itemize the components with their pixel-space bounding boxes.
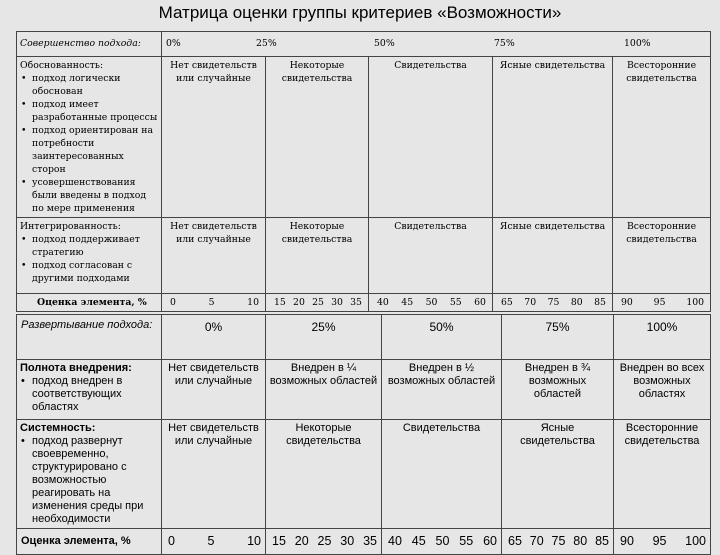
criterion-title: Обоснованность: xyxy=(20,60,104,71)
percent-label: 0% xyxy=(166,38,181,49)
criterion-cell xyxy=(17,218,162,294)
level-cell: Ясные свидетельства xyxy=(502,420,614,529)
criterion-bullet: • подход логически обоснован xyxy=(32,72,158,98)
score-group xyxy=(502,529,614,555)
score-value[interactable]: 95 xyxy=(653,297,666,308)
score-value[interactable]: 85 xyxy=(595,534,609,548)
score-value[interactable]: 30 xyxy=(340,534,355,548)
level-cell: Внедрен в ¼ возможных областей xyxy=(266,360,382,420)
criterion-cell xyxy=(17,360,162,420)
percent-label: 100% xyxy=(624,38,651,49)
score-value[interactable]: 0 xyxy=(168,534,175,548)
score-value[interactable]: 35 xyxy=(350,297,362,308)
score-group xyxy=(493,294,613,312)
score-value[interactable]: 80 xyxy=(570,297,583,308)
criterion-cell xyxy=(17,420,162,529)
level-cell: Ясные свидетельства xyxy=(493,218,613,294)
score-value[interactable]: 80 xyxy=(573,534,588,548)
score-value[interactable]: 55 xyxy=(449,297,462,308)
criterion-bullet: • подход имеет разработанные процессы xyxy=(32,98,158,124)
score-value[interactable]: 55 xyxy=(459,534,474,548)
score-value[interactable]: 5 xyxy=(207,534,215,548)
score-value[interactable]: 30 xyxy=(331,297,343,308)
level-cell: Свидетельства xyxy=(369,218,493,294)
score-value[interactable]: 60 xyxy=(474,297,486,308)
score-value[interactable]: 75 xyxy=(551,534,566,548)
level-cell: Некоторые свидетельства xyxy=(266,420,382,529)
score-value[interactable]: 20 xyxy=(293,297,305,308)
score-value[interactable]: 60 xyxy=(483,534,497,548)
score-value[interactable]: 90 xyxy=(621,297,633,308)
score-group xyxy=(613,294,711,312)
score-value[interactable]: 5 xyxy=(208,297,215,308)
level-cell: Свидетельства xyxy=(369,57,493,218)
approach-excellence-table xyxy=(16,31,711,312)
score-group xyxy=(266,529,382,555)
criterion-cell xyxy=(17,57,162,218)
criterion-bullet: • усовершенствования были введены в подход по мере применения xyxy=(32,176,158,215)
score-value[interactable]: 45 xyxy=(411,534,426,548)
level-cell: Внедрен в ½ возможных областей xyxy=(382,360,502,420)
score-value[interactable]: 65 xyxy=(508,534,522,548)
level-cell: Свидетельства xyxy=(382,420,502,529)
score-value[interactable]: 65 xyxy=(501,297,513,308)
level-cell: Внедрен в ¾ возможных областей xyxy=(502,360,614,420)
level-cell: Нет свидетельств или случайные xyxy=(162,360,266,420)
criterion-title: Системность: xyxy=(20,422,96,434)
score-value[interactable]: 85 xyxy=(594,297,606,308)
score-value[interactable]: 70 xyxy=(529,534,544,548)
score-value[interactable]: 90 xyxy=(620,534,634,548)
level-cell: Всесторонние свидетельства xyxy=(613,57,711,218)
level-cell: Некоторые свидетельства xyxy=(266,57,369,218)
criterion-title: Интегрированность: xyxy=(20,221,121,232)
criterion-bullet: • подход ориентирован на потребности заинтересованных сторон xyxy=(32,124,158,176)
percent-label: 100% xyxy=(614,315,711,360)
score-value[interactable]: 25 xyxy=(317,534,332,548)
score-value[interactable]: 45 xyxy=(401,297,414,308)
criterion-bullet: • подход согласован с другими подходами xyxy=(32,259,158,285)
level-cell: Всесторонние свидетельства xyxy=(613,218,711,294)
score-value[interactable]: 95 xyxy=(652,534,667,548)
level-cell: Некоторые свидетельства xyxy=(266,218,369,294)
percent-scale xyxy=(162,32,711,57)
percent-label: 75% xyxy=(502,315,614,360)
score-value[interactable]: 75 xyxy=(547,297,560,308)
score-value[interactable]: 10 xyxy=(247,534,261,548)
score-label: Оценка элемента, % xyxy=(17,529,162,555)
score-value[interactable]: 10 xyxy=(247,297,259,308)
level-cell: Нет свидетельств или случайные xyxy=(162,420,266,529)
criterion-title: Полнота внедрения: xyxy=(20,362,132,374)
score-value[interactable]: 0 xyxy=(170,297,176,308)
score-value[interactable]: 50 xyxy=(435,534,450,548)
score-group xyxy=(162,529,266,555)
criterion-bullet: • подход развернут своевременно, структурировано с возможностью реагировать на изменения среды при необходимости xyxy=(32,435,158,526)
score-value[interactable]: 100 xyxy=(686,297,705,308)
score-value[interactable]: 15 xyxy=(274,297,286,308)
score-group xyxy=(162,294,266,312)
level-cell: Внедрен во всех возможных областях xyxy=(614,360,711,420)
header-label: Совершенство подхода: xyxy=(17,32,162,57)
header-label: Развертывание подхода: xyxy=(17,315,162,360)
page-title: Матрица оценки группы критериев «Возможности» xyxy=(158,3,562,22)
percent-label: 0% xyxy=(162,315,266,360)
level-cell: Нет свидетельств или случайные xyxy=(162,218,266,294)
score-value[interactable]: 40 xyxy=(377,297,389,308)
percent-label: 50% xyxy=(382,315,502,360)
score-value[interactable]: 50 xyxy=(425,297,438,308)
level-cell: Ясные свидетельства xyxy=(493,57,613,218)
score-group xyxy=(614,529,711,555)
score-value[interactable]: 15 xyxy=(272,534,286,548)
percent-label: 75% xyxy=(494,38,515,49)
score-value[interactable]: 70 xyxy=(524,297,537,308)
level-cell: Нет свидетельств или случайные xyxy=(162,57,266,218)
criterion-bullet: • подход внедрен в соответствующих областях xyxy=(32,375,158,414)
score-value[interactable]: 35 xyxy=(363,534,377,548)
score-value[interactable]: 25 xyxy=(312,297,324,308)
score-group xyxy=(266,294,369,312)
score-label: Оценка элемента, % xyxy=(17,294,162,312)
score-group xyxy=(369,294,493,312)
score-value[interactable]: 20 xyxy=(294,534,309,548)
criterion-bullet: • подход поддерживает стратегию xyxy=(32,233,158,259)
percent-label: 25% xyxy=(256,38,277,49)
score-group xyxy=(382,529,502,555)
approach-deployment-table xyxy=(16,314,711,555)
percent-label: 50% xyxy=(374,38,395,49)
score-value[interactable]: 100 xyxy=(685,534,706,548)
score-value[interactable]: 40 xyxy=(388,534,402,548)
level-cell: Всесторонние свидетельства xyxy=(614,420,711,529)
percent-label: 25% xyxy=(266,315,382,360)
